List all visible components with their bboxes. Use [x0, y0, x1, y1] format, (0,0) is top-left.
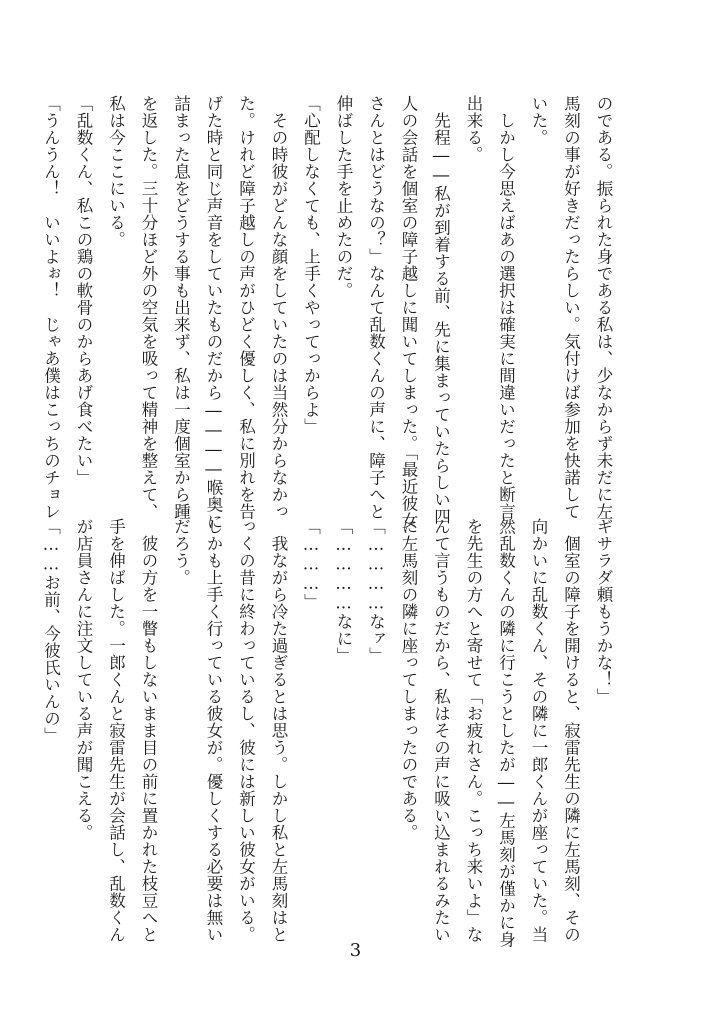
text-column: げた時と同じ声音をしていたものだから――――喉奥に: [204, 95, 223, 530]
text-column: その時彼がどんな顔をしていたのは当然分からなかっ: [269, 95, 288, 520]
bottom-text-block: [41, 518, 613, 948]
text-column: を先生の方へと寄せて「お疲れさん。こっち来いよ」な: [464, 518, 483, 943]
text-column: いた。: [529, 95, 548, 146]
text-column: 先程――私が到着する前、先に集まっていたらしい四: [431, 95, 451, 525]
text-column: 然乱数くんの隣に行こうとしたが――左馬刻が僅かに身: [496, 518, 516, 948]
text-column: 出来る。: [464, 95, 483, 163]
text-column: ギサラダ頼もうかな！」: [594, 518, 613, 705]
text-column: しかし今思えばあの選択は確実に間違いだったと断言: [496, 95, 516, 520]
text-column: 手を伸ばした。一郎くんと寂雷先生が会話し、乱数くん: [106, 518, 126, 943]
text-column: を返した。三十分ほど外の空気を吸って精神を整えて、: [139, 95, 158, 520]
text-column: 「うんうん！ いいよぉ！ じゃあ僕はこっちのチョレ: [41, 95, 61, 520]
text-column: だろう。: [171, 518, 191, 586]
text-column: 人の会話を個室の障子越しに聞いてしまった。「最近彼女: [399, 95, 418, 529]
text-column: に左馬刻の隣に座ってしまったのである。: [399, 518, 418, 841]
text-column: んて言うものだから、私はその声に吸い込まれるみたい: [431, 518, 451, 943]
text-column: のである。振られた身である私は、少なからず未だに左: [594, 95, 613, 520]
text-column: さんとはどうなの？」なんて乱数くんの声に、障子へと: [366, 95, 386, 520]
text-column: 詰まった息をどうする事も出来ず、私は一度個室から踵: [171, 95, 191, 520]
top-text-block: [41, 95, 613, 530]
text-column: 個室の障子を開けると、寂雷先生の隣に左馬刻、その: [561, 518, 581, 943]
text-column: 「……お前、今彼氏いんの」: [41, 518, 61, 744]
text-column: 我ながら冷た過ぎるとは思う。しかし私と左馬刻はと: [269, 518, 288, 943]
text-column: 伸ばした手を止めたのだ。: [334, 95, 353, 299]
text-column: 馬刻の事が好きだったらしい。気付けば参加を快諾して: [561, 95, 581, 520]
text-column: 彼の方を一瞥もしないまま目の前に置かれた枝豆へと: [139, 518, 158, 943]
text-column: しかも上手く行っている彼女が。優しくする必要は無い: [204, 518, 223, 943]
text-column: 向かいに乱数くん、その隣に一郎くんが座っていた。当: [529, 518, 548, 943]
text-column: 「乱数くん、私この鶏の軟骨のからあげ食べたい」: [74, 95, 93, 486]
text-column: 「………」: [301, 518, 321, 611]
text-column: 「…………なに」: [334, 518, 353, 664]
text-column: が店員さんに注文している声が聞こえる。: [74, 518, 93, 841]
page-number: 3: [349, 940, 362, 961]
text-column: 「…………なァ」: [366, 518, 386, 664]
text-column: っくの昔に終わっているし、彼には新しい彼女がいる。: [236, 518, 256, 943]
text-column: 「心配しなくても、上手くやってっからよ」: [301, 95, 321, 435]
text-column: た。けれど障子越しの声がひどく優しく、私に別れを告: [236, 95, 256, 520]
text-column: 私は今ここにいる。: [106, 95, 126, 248]
